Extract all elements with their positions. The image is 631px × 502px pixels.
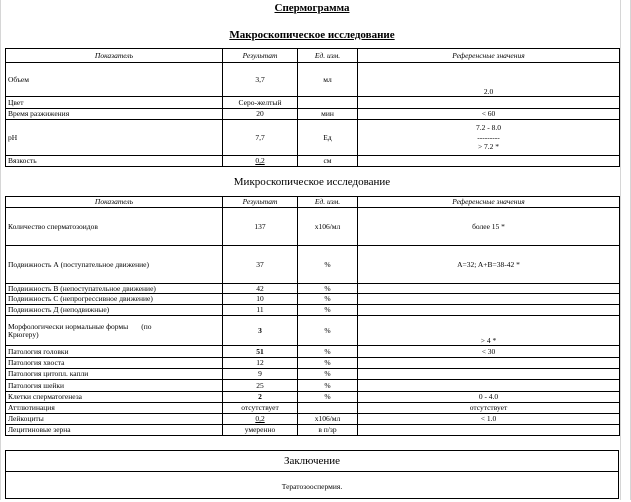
row-name-line: Морфологически нормальные формы (по [8,321,152,331]
row-reference [358,358,620,369]
row-result: 9 [223,369,298,380]
row-result: 20 [223,109,298,120]
row-reference: A=32; A+B=38-42 * [358,246,620,284]
table-row [6,425,620,436]
row-name-line: Крюгеру) [8,329,39,339]
row-reference: < 30 [358,346,620,358]
row-result: 51 [223,346,298,358]
row-name: Цвет [6,97,223,109]
row-unit: % [298,358,358,369]
table-row [6,109,620,120]
row-reference [358,425,620,436]
row-unit [298,403,358,414]
row-result: Серо-желтый [223,97,298,109]
row-name: Подвижность А (поступательное движение) [6,246,223,284]
row-unit: см [298,156,358,167]
row-reference: более 15 * [358,208,620,246]
row-name: Патология хвоста [6,358,223,369]
row-reference [358,380,620,392]
row-name: pH [6,120,223,156]
conclusion-text: Тератозооспермия. [5,471,619,499]
table-row [6,156,620,167]
row-reference [358,97,620,109]
row-result: умеренно [223,425,298,436]
row-name: Время разжижения [6,109,223,120]
table-row [6,208,620,246]
row-name: Патология шейки [6,380,223,392]
row-reference: отсутствует [358,403,620,414]
row-name: Лейкоциты [6,414,223,425]
table-row [6,246,620,284]
row-reference: < 60 [358,109,620,120]
header-indicator: Показатель [6,49,223,63]
row-name: Подвижность В (непоступательное движение) [6,284,223,294]
row-reference [358,156,620,167]
reference-line: --------- [477,132,500,142]
table-row [6,403,620,414]
header-reference: Референсные значения [358,49,620,63]
row-result: 11 [223,305,298,316]
row-unit: в п/зр [298,425,358,436]
row-reference: < 1.0 [358,414,620,425]
table-row [6,392,620,403]
header-reference: Референсные значения [358,197,620,208]
row-name: Патология головки [6,346,223,358]
table-row [6,358,620,369]
row-unit: % [298,305,358,316]
table-row [6,63,620,97]
row-unit: % [298,294,358,305]
row-result: 3,7 [223,63,298,97]
row-unit: % [298,246,358,284]
row-name: Клетки сперматогенеза [6,392,223,403]
row-reference: 2.0 [358,63,620,97]
table-row [6,380,620,392]
table-row [6,97,620,109]
row-reference: 0 - 4.0 [358,392,620,403]
header-indicator: Показатель [6,197,223,208]
table-row [6,414,620,425]
row-name: Патология цитопл. капли [6,369,223,380]
row-result: 3 [223,316,298,346]
table-row [6,120,620,156]
row-result: 137 [223,208,298,246]
row-reference [358,305,620,316]
row-unit: х106/мл [298,208,358,246]
row-reference [358,120,620,156]
row-unit: мл [298,63,358,97]
row-unit: % [298,380,358,392]
table-row [6,294,620,305]
row-result: 42 [223,284,298,294]
header-result: Результат [223,49,298,63]
row-unit: % [298,369,358,380]
row-result: 37 [223,246,298,284]
row-unit: % [298,392,358,403]
row-name: Подвижность Д (неподвижные) [6,305,223,316]
row-unit: Ед [298,120,358,156]
row-name: Вязкость [6,156,223,167]
row-result: 0,2 [223,414,298,425]
row-result: 25 [223,380,298,392]
table-row [6,316,620,346]
header-unit: Ед. изм. [298,49,358,63]
reference-line: 7.2 - 8.0 [476,123,501,133]
reference-line: > 7.2 * [477,142,500,152]
row-result: 0,2 [223,156,298,167]
row-result: 2 [223,392,298,403]
row-unit: % [298,346,358,358]
row-reference: > 4 * [358,316,620,346]
document-title: Спермограмма [274,2,350,14]
macro-header-row [6,49,620,63]
table-row [6,305,620,316]
row-reference [358,369,620,380]
row-unit: х106/мл [298,414,358,425]
conclusion-heading: Заключение [5,450,619,472]
table-row [6,284,620,294]
header-result: Результат [223,197,298,208]
row-name: Количество сперматозоидов [6,208,223,246]
row-result: 7,7 [223,120,298,156]
row-result: 12 [223,358,298,369]
row-result: 10 [223,294,298,305]
row-reference [358,284,620,294]
row-unit: мин [298,109,358,120]
row-name: Лецитиновые зерна [6,425,223,436]
table-row [6,369,620,380]
row-result: отсутствует [223,403,298,414]
row-name [6,316,223,346]
row-name: Объем [6,63,223,97]
micro-table [5,196,620,436]
row-unit: % [298,284,358,294]
header-unit: Ед. изм. [298,197,358,208]
table-row [6,346,620,358]
row-name: Аттлютинация [6,403,223,414]
micro-section-heading: Микроскопическое исследование [233,176,391,188]
macro-table [5,48,620,167]
macro-section-heading: Макроскопическое исследование [229,29,395,41]
row-name: Подвижность С (непрогрессивное движение) [6,294,223,305]
micro-header-row [6,197,620,208]
row-unit: % [298,316,358,346]
row-unit [298,97,358,109]
row-reference [358,294,620,305]
